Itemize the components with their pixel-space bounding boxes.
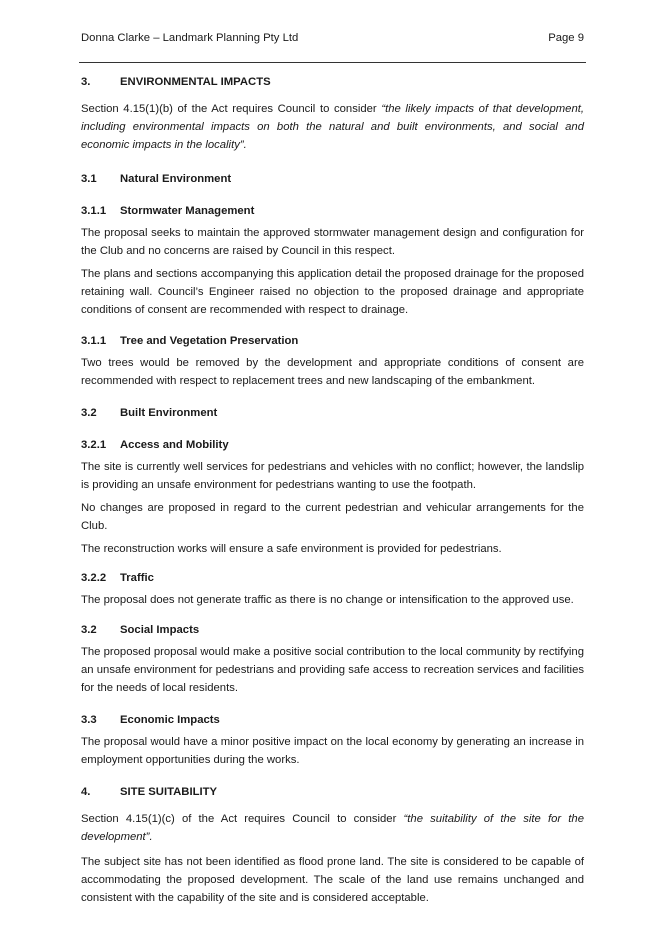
section-number: 3.3 (81, 714, 97, 726)
section-3-2-2-heading (81, 572, 584, 584)
paragraph: The subject site has not been identified as flood prone land. The site is considered to be capable of accommodating the proposed development. The scale of the land use remains unchanged and consistent with the capability of the site and is considered acceptable. (81, 856, 584, 904)
section-3-2-built-heading (81, 407, 584, 419)
paragraph: No changes are proposed in regard to the current pedestrian and vehicular arrangements for the Club. (81, 502, 584, 532)
section-title: Tree and Vegetation Preservation (120, 335, 299, 347)
page-header (81, 32, 584, 48)
section-title: ENVIRONMENTAL IMPACTS (120, 76, 271, 88)
section-title: Traffic (120, 572, 154, 584)
header-page-number: Page 9 (548, 32, 584, 44)
section-4-intro (81, 810, 584, 846)
paragraph: The proposal does not generate traffic as there is no change or intensification to the approved use. (81, 594, 574, 606)
section-number: 3.2.2 (81, 572, 107, 584)
section-title: Built Environment (120, 407, 218, 419)
section-title: Natural Environment (120, 173, 232, 185)
paragraph: The reconstruction works will ensure a safe environment is provided for pedestrians. (81, 543, 502, 555)
paragraph: The site is currently well services for pedestrians and vehicles with no conflict; however, the landslip is providing an unsafe environment for pedestrians wanting to use the footpath. (81, 461, 584, 491)
section-3-2-1-heading (81, 439, 584, 451)
paragraph: The proposal would have a minor positive impact on the local economy by generating an increase in employment opportunities during the works. (81, 736, 584, 766)
paragraph: The plans and sections accompanying this application detail the proposed drainage for the proposed retaining wall. Council’s Engineer raised no objection to the proposed drainage and appropriate conditions of consent are recommended with respect to drainage. (81, 268, 584, 316)
intro-text: Section 4.15(1)(c) of the Act requires Council to consider (81, 813, 404, 825)
section-4-heading (81, 786, 584, 798)
section-number: 3.1.1 (81, 205, 107, 217)
paragraph: The proposed proposal would make a positive social contribution to the local community by rectifying an unsafe environment for pedestrians and providing safe access to recreation services and facilities for the needs of local residents. (81, 646, 584, 694)
section-title: SITE SUITABILITY (120, 786, 218, 798)
section-number: 3.2.1 (81, 439, 107, 451)
section-title: Social Impacts (120, 624, 200, 636)
section-3-1-heading (81, 173, 584, 185)
header-author: Donna Clarke – Landmark Planning Pty Ltd (81, 32, 299, 44)
paragraph: Two trees would be removed by the development and appropriate conditions of consent are recommended with respect to replacement trees and new landscaping of the embankment. (81, 357, 584, 387)
section-3-intro (81, 100, 584, 154)
section-number: 3.1 (81, 173, 97, 185)
section-title: Stormwater Management (120, 205, 255, 217)
section-title: Access and Mobility (120, 439, 229, 451)
document-body (81, 73, 584, 907)
section-title: Economic Impacts (120, 714, 220, 726)
header-divider (79, 62, 586, 63)
section-3-2-social-heading (81, 624, 584, 636)
section-3-3-heading (81, 714, 584, 726)
section-3-1-1-stormwater-heading (81, 205, 584, 217)
section-number: 3.2 (81, 407, 97, 419)
section-number: 3. (81, 76, 91, 88)
section-number: 3.2 (81, 624, 97, 636)
section-3-heading (81, 76, 584, 88)
section-number: 4. (81, 786, 91, 798)
section-3-1-1-trees-heading (81, 335, 584, 347)
section-number: 3.1.1 (81, 335, 107, 347)
paragraph: The proposal seeks to maintain the approved stormwater management design and configuration for the Club and no concerns are raised by Council in this respect. (81, 227, 584, 257)
intro-quote: “the suitability of the site for the development”. (81, 813, 584, 843)
intro-quote: “the likely impacts of that development, including environmental impacts on both the natural and built environments, and social and economic impacts in the locality”. (81, 103, 585, 151)
intro-text: Section 4.15(1)(b) of the Act requires Council to consider (81, 103, 382, 115)
